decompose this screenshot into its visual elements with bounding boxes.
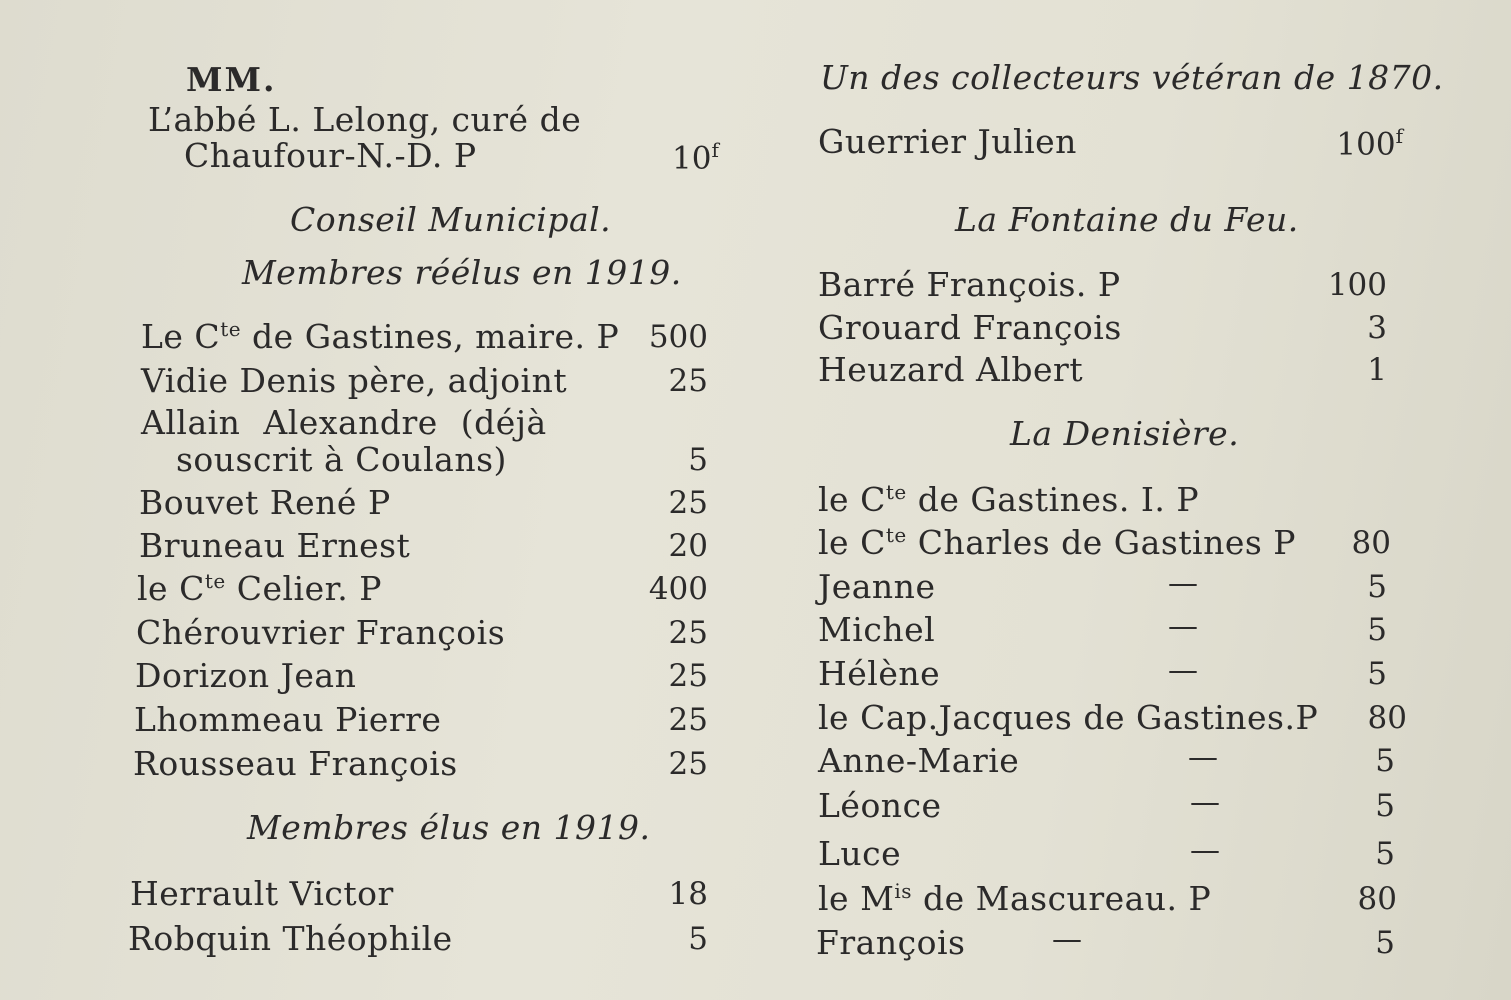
ditto-dash-michel: — — [1168, 609, 1198, 644]
list-item-rousseau: Rousseau François — [133, 744, 458, 783]
list-item-vidie: Vidie Denis père, adjoint — [141, 361, 568, 400]
heading-denisiere: La Denisière. — [1010, 414, 1240, 453]
amount-jeanne: 5 — [1367, 569, 1387, 605]
list-item-luce: Luce — [818, 834, 902, 873]
list-item-leonce: Léonce — [818, 786, 942, 825]
ditto-dash-anne-marie: — — [1188, 740, 1218, 775]
ditto-dash-helene: — — [1168, 653, 1198, 688]
heading-membres-elus: Membres élus en 1919. — [247, 808, 651, 847]
list-item-bruneau: Bruneau Ernest — [139, 526, 411, 565]
amount-helene: 5 — [1367, 656, 1387, 692]
heading-conseil-municipal: Conseil Municipal. — [290, 200, 612, 239]
list-item-gastines-maire: Le $C^{te}$ de Gastines, maire. P — [141, 317, 620, 356]
amount-allain: 5 — [688, 442, 708, 478]
amount-gastines-maire: 500 — [648, 319, 708, 355]
list-item-allain-line1: Allain Alexandre (déjà — [141, 403, 547, 442]
amount-vidie: 25 — [668, 363, 708, 399]
amount-michel: 5 — [1367, 612, 1387, 648]
heading-membres-reelus: Membres réélus en 1919. — [242, 253, 682, 292]
amount-barre: 100 — [1327, 267, 1387, 303]
list-item-cap-jacques: le Cap.Jacques de Gastines.P — [818, 698, 1319, 737]
list-item-mascureau: le $M^{is}$ de Mascureau. P — [818, 879, 1212, 918]
list-item-cherouvrier: Chérouvrier François — [136, 613, 506, 652]
list-item-jeanne: Jeanne — [818, 567, 936, 606]
heading-veteran: Un des collecteurs vétéran de 1870. — [820, 58, 1444, 97]
list-item-dorizon: Dorizon Jean — [135, 656, 357, 695]
amount-robquin: 5 — [688, 921, 708, 957]
list-item-lhommeau: Lhommeau Pierre — [134, 700, 442, 739]
amount-celier: 400 — [648, 571, 708, 607]
mm-heading: MM. — [186, 60, 277, 99]
list-item-anne-marie: Anne-Marie — [818, 741, 1020, 780]
amount-luce: 5 — [1375, 836, 1395, 872]
list-item-heuzard: Heuzard Albert — [818, 350, 1084, 389]
list-item-grouard: Grouard François — [818, 308, 1122, 347]
ditto-dash-francois: — — [1052, 922, 1082, 957]
ditto-dash-leonce: — — [1190, 785, 1220, 820]
list-item-bouvet: Bouvet René P — [139, 483, 391, 522]
amount-herrault: 18 — [668, 876, 708, 912]
list-item-michel: Michel — [818, 610, 936, 649]
list-item-celier: le $C^{te}$ Celier. P — [137, 569, 382, 608]
amount-mascureau: 80 — [1357, 881, 1397, 917]
amount-lhommeau: 25 — [668, 702, 708, 738]
list-item-allain-line2: souscrit à Coulans) — [176, 440, 507, 479]
list-item-gastines-i: le $C^{te}$ de Gastines. I. P — [818, 480, 1200, 519]
list-item-helene: Hélène — [818, 654, 941, 693]
amount-francois: 5 — [1375, 925, 1395, 961]
amount-guerrier: 100$^f$ — [1336, 124, 1403, 163]
list-item-francois: François — [816, 923, 966, 962]
heading-fontaine-du-feu: La Fontaine du Feu. — [955, 200, 1299, 239]
list-item-barre: Barré François. P — [818, 265, 1121, 304]
amount-bouvet: 25 — [668, 485, 708, 521]
list-item-herrault: Herrault Victor — [130, 874, 394, 913]
amount-anne-marie: 5 — [1375, 743, 1395, 779]
amount-cap-jacques: 80 — [1367, 700, 1407, 736]
amount-leonce: 5 — [1375, 788, 1395, 824]
amount-dorizon: 25 — [668, 658, 708, 694]
amount-heuzard: 1 — [1367, 352, 1387, 388]
amount-rousseau: 25 — [668, 746, 708, 782]
abbe-amount: 10$^f$ — [672, 138, 719, 177]
list-item-robquin: Robquin Théophile — [128, 919, 453, 958]
ditto-dash-jeanne: — — [1168, 566, 1198, 601]
amount-cherouvrier: 25 — [668, 615, 708, 651]
ditto-dash-luce: — — [1190, 833, 1220, 868]
amount-grouard: 3 — [1367, 310, 1387, 346]
abbe-line-2: Chaufour-N.-D. P — [184, 136, 477, 175]
amount-bruneau: 20 — [668, 528, 708, 564]
list-item-charles-gastines: le $C^{te}$ Charles de Gastines P — [818, 523, 1296, 562]
abbe-line-1: L’abbé L. Lelong, curé de — [148, 100, 582, 139]
list-item-guerrier: Guerrier Julien — [818, 122, 1077, 161]
amount-charles-gastines: 80 — [1351, 525, 1391, 561]
